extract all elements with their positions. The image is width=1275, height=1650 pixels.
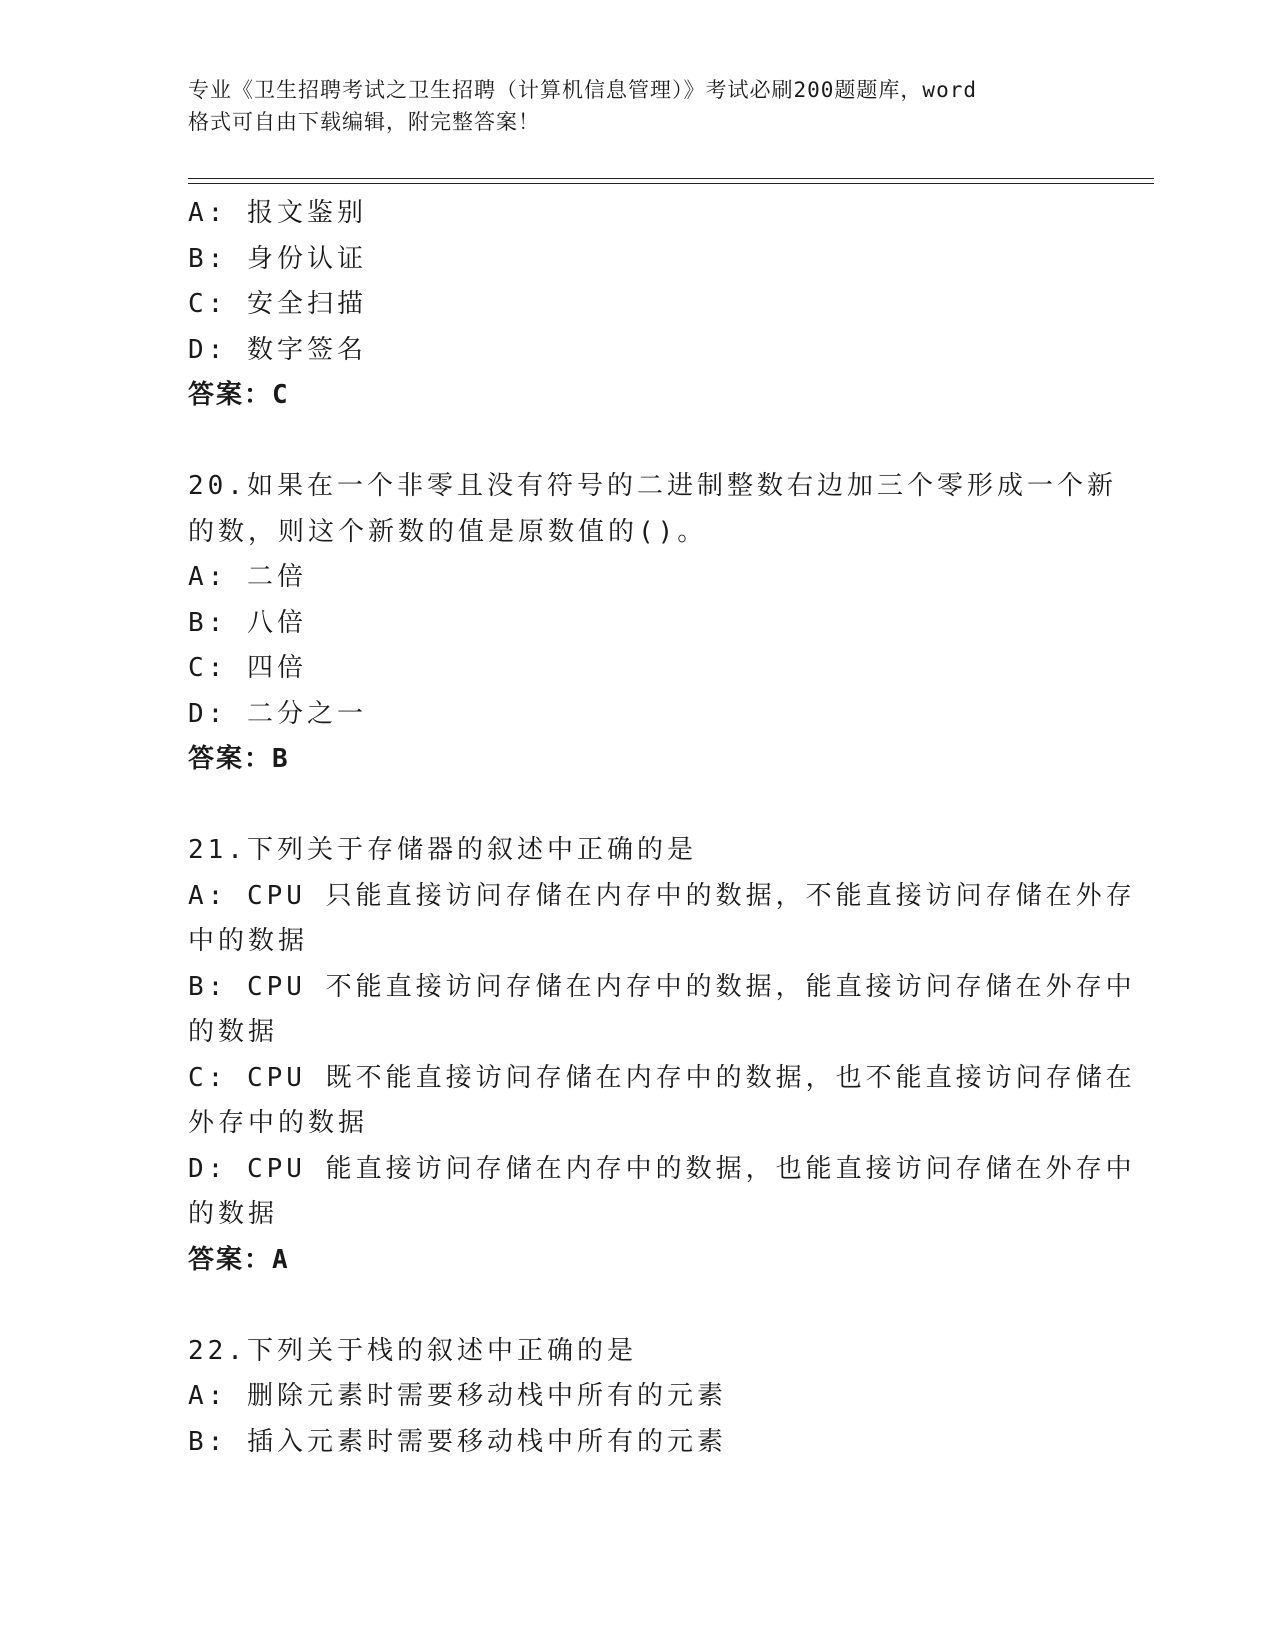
header-line-2: 格式可自由下载编辑，附完整答案！ (188, 110, 540, 134)
option-a-line-1: A: CPU 只能直接访问存储在内存中的数据，不能直接访问存储在外存 (188, 880, 1136, 911)
option-d (188, 1147, 1136, 1238)
option-b-line-1: B: CPU 不能直接访问存储在内存中的数据，能直接访问存储在外存中 (188, 971, 1136, 1002)
question-spacer (188, 419, 1088, 465)
answer-line: 答案：C (188, 380, 290, 410)
option-d: D: 数字签名 (188, 334, 367, 365)
option-a (188, 874, 1136, 965)
option-b (188, 965, 1136, 1056)
question-20 (188, 464, 1117, 783)
option-a-line-2: 中的数据 (188, 926, 309, 956)
question-19 (188, 191, 1088, 419)
option-d-line-1: D: CPU 能直接访问存储在内存中的数据，也能直接访问存储在外存中 (188, 1153, 1136, 1184)
question-spacer (188, 783, 1088, 829)
option-c-line-2: 外存中的数据 (188, 1108, 369, 1138)
document-header (188, 74, 1088, 138)
option-c-line-1: C: CPU 既不能直接访问存储在内存中的数据，也不能直接访问存储在 (188, 1062, 1136, 1093)
question-stem-line-2: 的数，则这个新数的值是原数值的()。 (188, 516, 708, 547)
question-22 (188, 1329, 1088, 1466)
option-c: C: 四倍 (188, 653, 307, 683)
question-spacer (188, 1283, 1088, 1329)
option-c (188, 1056, 1136, 1147)
option-b: B: 插入元素时需要移动栈中所有的元素 (188, 1426, 727, 1457)
header-divider-bottom (188, 183, 1154, 184)
option-a: A: 报文鉴别 (188, 198, 367, 228)
option-a: A: 二倍 (188, 562, 307, 592)
question-stem-line-1: 20.如果在一个非零且没有符号的二进制整数右边加三个零形成一个新 (188, 471, 1117, 501)
answer-line: 答案：A (188, 1244, 290, 1275)
option-d-line-2: 的数据 (188, 1199, 279, 1229)
option-c: C: 安全扫描 (188, 289, 367, 319)
question-list (188, 191, 1136, 1465)
option-b: B: 八倍 (188, 607, 307, 638)
option-b: B: 身份认证 (188, 243, 367, 274)
answer-line: 答案：B (188, 744, 290, 774)
header-line-1: 专业《卫生招聘考试之卫生招聘（计算机信息管理）》考试必刷200题题库，word (188, 78, 977, 102)
option-d: D: 二分之一 (188, 698, 367, 729)
option-b-line-2: 的数据 (188, 1017, 279, 1047)
header-divider-top (188, 178, 1154, 179)
question-stem: 22.下列关于栈的叙述中正确的是 (188, 1335, 637, 1366)
question-stem: 21.下列关于存储器的叙述中正确的是 (188, 835, 697, 865)
option-a: A: 删除元素时需要移动栈中所有的元素 (188, 1381, 727, 1411)
question-21 (188, 828, 1136, 1283)
